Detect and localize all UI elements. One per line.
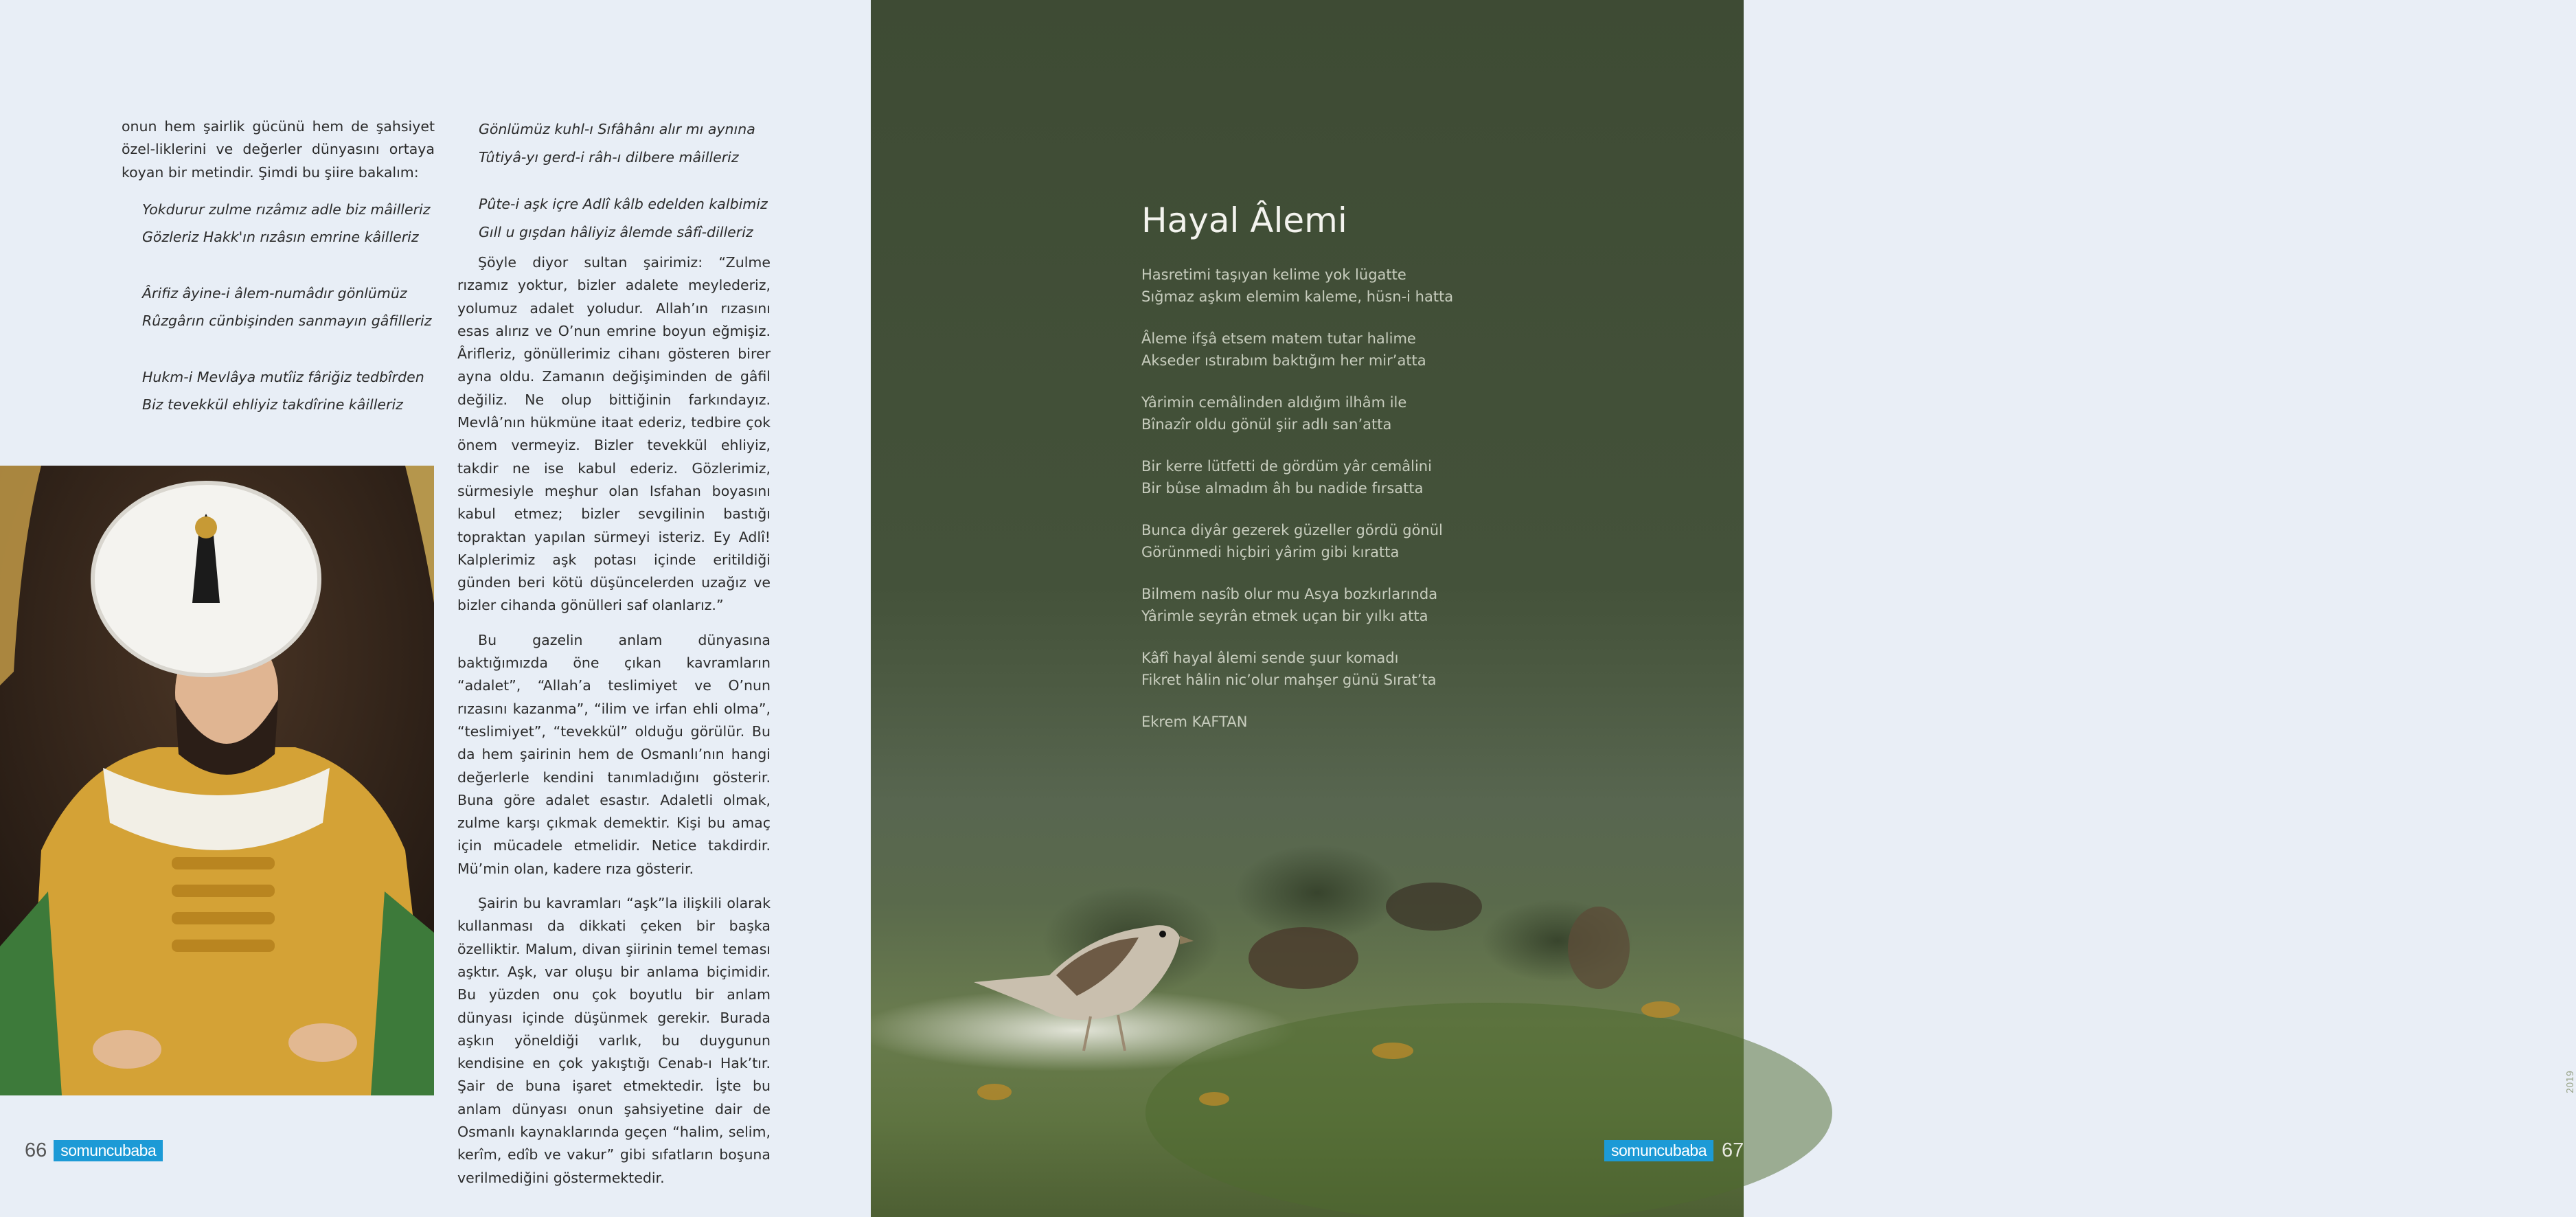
verse-block-col1	[142, 196, 435, 419]
verse-line: Ârifiz âyine-i âlem-numâdır gönlümüz	[142, 284, 407, 302]
verse-line: Biz tevekkül ehliyiz takdîrine kâilleriz	[142, 396, 403, 413]
poem-line: Yârimle seyrân etmek uçan bir yılkı atta	[1141, 607, 1428, 624]
stanza	[1141, 328, 1453, 372]
poem-line: Kâfî hayal âlemi sende şuur komadı	[1141, 650, 1399, 666]
verse-line: Gıll u gışdan hâliyiz âlemde sâfî-dilleriz	[479, 223, 753, 240]
stanza	[1141, 264, 1453, 308]
poem-line: Bunca diyâr gezerek güzeller gördü gönül	[1141, 522, 1443, 538]
stanza	[1141, 456, 1453, 499]
verse-line: Yokdurur zulme rızâmız adle biz mâilleriz	[142, 201, 431, 218]
poem-line: Yârimin cemâlinden aldığım ilhâm ile	[1141, 394, 1407, 411]
right-folio	[1604, 1137, 1744, 1163]
verse-line: Pûte-i aşk içre Adlî kâlb edelden kalbimiz	[479, 196, 768, 212]
verse-line: Tûtiyâ-yı gerd-i râh-ı dilbere mâilleriz	[479, 148, 739, 166]
sultan-portrait-image	[0, 466, 434, 1095]
stanza	[1141, 584, 1453, 627]
body-paragraph: Şöyle diyor sultan şairimiz: “Zulme rızamız yoktur, bizler adalete meylederiz, yolumuz adalet yoludur. Allah’ın rızasını esas alırız ve O’nun emrine boyun eğmişiz. Ârifleriz, gönüllerimiz cihanı gösteren birer ayna oldu. Zamanın değişiminden de gâfil değiliz. Ne olup bittiğinin farkındayız. Mevlâ’nın hükmüne itaat ederiz, tedbire çok önem vermeyiz. Bizler tevekkül ehliyiz, takdir ne ise kabul ederiz. Gözlerimiz, sürmesiyle meşhur olan Isfahan boyasını kabul etmez; bizler sevgilinin bastığı topraktan yapılan sürmeyi isteriz. Ey Adlî! Kalplerimiz aşk potası içinde eritildiği günden beri kötü düşüncelerden uzağız ve bizler cihanda gönülleri saf olanlarız.”	[457, 254, 771, 614]
brand-logo: somuncubaba	[1604, 1140, 1713, 1161]
body-paragraph: Bu gazelin anlam dünyasına baktığımızda öne çıkan kavramların “adalet”, “Allah’a teslimiyet ve O’nun rızasını kazanma”, “ilim ve irfan ehli olma”, “teslimiyet”, “tevekkül” olduğu görülür. Bu da hem şairinin hem de Osmanlı’nın hangi değerlerle kendini tanımladığını gösterir. Buna göre adalet esastır. Adaletli olmak, zulme karşı çıkmak demektir. Kişi bu amaç için mücadele etmelidir. Netice takdirdir. Mü’min olan, kadere rıza gösterir.	[457, 631, 771, 877]
poem-line: Görünmedi hiçbiri yârim gibi kıratta	[1141, 543, 1400, 560]
poem-line: Akseder ıstırabım baktığım her mir’atta	[1141, 352, 1426, 369]
poem-title: Hayal Âlemi	[1141, 201, 1347, 240]
poem-line: Bir bûse almadım âh bu nadide fırsatta	[1141, 479, 1424, 497]
verse-line: Gözleriz Hakk'ın rızâsın emrine kâilleriz	[142, 229, 419, 246]
stanza	[1141, 392, 1453, 435]
poem-line: Hasretimi taşıyan kelime yok lügatte	[1141, 266, 1406, 283]
stanza	[1141, 648, 1453, 691]
body-paragraph: Şairin bu kavramları “aşk”la ilişkili olarak kullanması da dikkati çeken bir başka özelliktir. Malum, divan şiirinin temel teması aşktır. Aşk, var oluşu bir anlama biçimidir. Bu yüzden onu çok boyutlu bir anlam dünyası içinde düşünmek gerekir. Burada aşkın yöneldiği varlık, bu duygunun kendisine en çok yakıştığı Cenab-ı Hak’tır. Şair de buna işaret etmektedir. İşte bu anlam dünyası onun şahsiyetine dair de Osmanlı kaynaklarında geçen “halim, selim, kerîm, edîb ve vakur” gibi sıfatların boşuna verilmediğini göstermektedir.	[457, 895, 771, 1186]
verse-block-col2	[479, 115, 771, 246]
verse-line: Gönlümüz kuhl-ı Sıfâhânı alır mı aynına	[479, 121, 755, 137]
intro-paragraph: onun hem şairlik gücünü hem de şahsiyet özel-liklerini ve değerler dünyasını ortaya koyan bir metindir. Şimdi bu şiire bakalım:	[122, 118, 435, 181]
poem-author: Ekrem KAFTAN	[1141, 714, 1248, 730]
page-number: 67	[1722, 1139, 1744, 1161]
poem-line: Bilmem nasîb olur mu Asya bozkırlarında	[1141, 586, 1438, 602]
poem-line: Sığmaz aşkım elemim kaleme, hüsn-i hatta	[1141, 288, 1454, 305]
stanza	[1141, 520, 1453, 563]
poem-line: Fikret hâlin nic’olur mahşer günü Sırat’ta	[1141, 671, 1437, 688]
left-folio	[25, 1137, 163, 1163]
brand-logo: somuncubaba	[54, 1140, 163, 1161]
page-number: 66	[25, 1139, 47, 1161]
right-column	[457, 115, 771, 1201]
poem-line: Âleme ifşâ etsem matem tutar halime	[1141, 330, 1416, 347]
left-column	[122, 115, 435, 419]
verse-line: Rûzgârın cünbişinden sanmayın gâfilleriz	[142, 312, 432, 330]
photo-credit: 2019	[2566, 1070, 2576, 1093]
poem-line: Bir kerre lütfetti de gördüm yâr cemâlini	[1141, 458, 1432, 475]
poem-line: Bînazîr oldu gönül şiir adlı san’atta	[1141, 416, 1392, 433]
poem-body	[1141, 264, 1453, 733]
verse-line: Hukm-i Mevlâya mutîiz fâriğiz tedbîrden	[142, 368, 424, 385]
